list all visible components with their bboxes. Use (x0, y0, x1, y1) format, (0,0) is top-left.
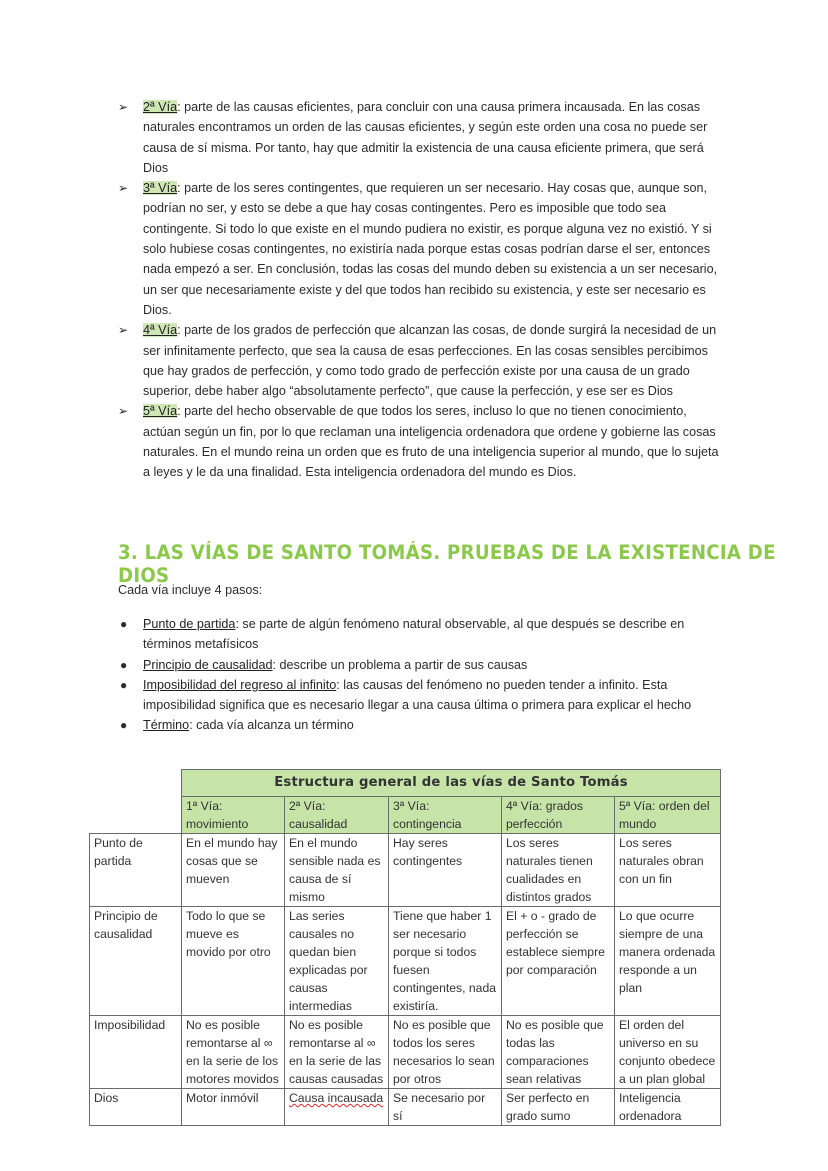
via-name: 5ª Vía (143, 404, 178, 419)
structure-table (89, 769, 721, 1126)
via-item (118, 401, 720, 482)
table-cell (285, 1089, 389, 1126)
row-header: Principio de causalidad (90, 907, 182, 1016)
table-cell: Todo lo que se mueve es movido por otro (182, 907, 285, 1016)
table-row (90, 834, 721, 907)
section-intro: Cada vía incluye 4 pasos: (118, 583, 263, 597)
step-item (118, 675, 720, 716)
via-name: 2ª Vía (143, 100, 178, 114)
via-item (118, 97, 720, 178)
arrow-bullet-icon: ➢ (118, 404, 129, 419)
table-cell: Las series causales no quedan bien explicadas por causas intermedias (285, 907, 389, 1016)
table-cell: Inteligencia ordenadora (615, 1089, 721, 1126)
table-cell: Motor inmóvil (182, 1089, 285, 1126)
via-text: : parte de los seres contingentes, que requieren un ser necesario. Hay cosas que, aunque son, podrían no ser, y esto se debe a que hay cosas contingentes. Pero es imposible que todo sea contingente. Si todo lo que existe en el mundo pudiera no existir, es porque alguna vez no existió. Y si solo hubiese cosas contingentes, no existiría nada porque estas cosas podrían darse el ser, entonces nada empezó a ser. En conclusión, todas las cosas del mundo deben su existencia a un ser necesario, un ser que necesariamente existe y del que todos han recibido su existencia, y este ser necesario es Dios. (143, 181, 718, 317)
table-cell: Tiene que haber 1 ser necesario porque si todos fuesen contingentes, nada existiría. (389, 907, 502, 1016)
step-text: : cada vía alcanza un término (189, 718, 354, 733)
row-header: Dios (90, 1089, 182, 1126)
table-row (90, 907, 721, 1016)
arrow-bullet-icon: ➢ (118, 181, 129, 196)
table-row (90, 1089, 721, 1126)
step-text: : describe un problema a partir de sus causas (272, 657, 528, 672)
via-text: : parte de los grados de perfección que alcanzan las cosas, de donde surgirá la necesidad de un ser infinitamente perfecto, que sea la causa de esas perfecciones. En las cosas sensibles percibimos que hay grados de perfección, y como todo grado de perfección existe por una causa de un grado superior, debe haber algo “absolutamente perfecto”, que cause la perfección, y ese ser es Dios (143, 323, 717, 399)
step-name: Imposibilidad del regreso al infinito (143, 677, 337, 692)
column-header: 1ª Vía: movimiento (182, 797, 285, 834)
column-header: 2ª Vía: causalidad (285, 797, 389, 834)
step-item (118, 614, 720, 655)
table-cell: Ser perfecto en grado sumo (502, 1089, 615, 1126)
dot-bullet-icon: ● (120, 617, 128, 631)
row-header: Punto de partida (90, 834, 182, 907)
step-item (118, 655, 720, 675)
table-title: Estructura general de las vías de Santo Tomás (182, 770, 721, 797)
table-cell: No es posible que todas las comparaciones sean relativas (502, 1016, 615, 1089)
via-name: 3ª Vía (143, 181, 178, 196)
table-cell: El orden del universo en su conjunto obedece a un plan global (615, 1016, 721, 1089)
arrow-bullet-icon: ➢ (118, 323, 129, 338)
table-cell: En el mundo sensible nada es causa de sí mismo (285, 834, 389, 907)
row-header: Imposibilidad (90, 1016, 182, 1089)
section-title: 3. LAS VÍAS DE SANTO TOMÁS. PRUEBAS DE LA EXISTENCIA DE DIOS (118, 541, 776, 587)
via-name: 4ª Vía (143, 323, 178, 338)
step-text: : las causas del fenómeno no pueden tender a infinito. Esta imposibilidad significa que es necesario llegar a una causa última o primera para explicar el hecho (143, 677, 692, 713)
step-text: : se parte de algún fenómeno natural observable, al que después se describe en términos metafísicos (143, 617, 685, 652)
steps-list (118, 614, 720, 736)
table-cell: Hay seres contingentes (389, 834, 502, 907)
table-cell: No es posible remontarse al ∞ en la serie de las causas causadas (285, 1016, 389, 1089)
step-name: Principio de causalidad (143, 657, 273, 672)
via-item (118, 178, 720, 320)
table-cell: El + o - grado de perfección se establece siempre por comparación (502, 907, 615, 1016)
column-header: 4ª Vía: grados perfección (502, 797, 615, 834)
dot-bullet-icon: ● (120, 677, 128, 692)
via-text: : parte de las causas eficientes, para concluir con una causa primera incausada. En las cosas naturales encontramos un orden de las causas eficientes, y según este orden una cosa no puede ser causa de sí misma. Por tanto, hay que admitir la existencia de una causa eficiente primera, que será Dios (143, 100, 708, 175)
table-cell: Lo que ocurre siempre de una manera ordenada responde a un plan (615, 907, 721, 1016)
step-item (118, 715, 720, 735)
vias-list (118, 97, 720, 483)
step-name: Punto de partida (143, 617, 236, 631)
column-header: 3ª Vía: contingencia (389, 797, 502, 834)
table-row (90, 1016, 721, 1089)
table-cell: Los seres naturales obran con un fin (615, 834, 721, 907)
table-cell: No es posible remontarse al ∞ en la serie de los motores movidos (182, 1016, 285, 1089)
table-corner (90, 797, 182, 834)
arrow-bullet-icon: ➢ (118, 100, 129, 114)
table-corner (90, 770, 182, 797)
via-text: : parte del hecho observable de que todos los seres, incluso lo que no tienen conocimiento, actúan según un fin, por lo que reclaman una inteligencia ordenadora que ordene y gobierne las cosas naturales. En el mundo reina un orden que es fruto de una inteligencia superior al mundo, que lo sujeta a leyes y le da una finalidad. Esta inteligencia ordenadora del mundo es Dios. (143, 404, 719, 480)
table-cell: Se necesario por sí (389, 1089, 502, 1126)
dot-bullet-icon: ● (120, 718, 128, 733)
table-title-row (90, 770, 721, 797)
table-cell: No es posible que todos los seres necesarios lo sean por otros (389, 1016, 502, 1089)
step-name: Término (143, 718, 190, 733)
via-item (118, 320, 720, 401)
table-header-row (90, 797, 721, 834)
spellcheck-word: Causa incausada (289, 1091, 384, 1105)
dot-bullet-icon: ● (120, 657, 128, 672)
table-cell: En el mundo hay cosas que se mueven (182, 834, 285, 907)
table-cell: Los seres naturales tienen cualidades en distintos grados (502, 834, 615, 907)
column-header: 5ª Vía: orden del mundo (615, 797, 721, 834)
